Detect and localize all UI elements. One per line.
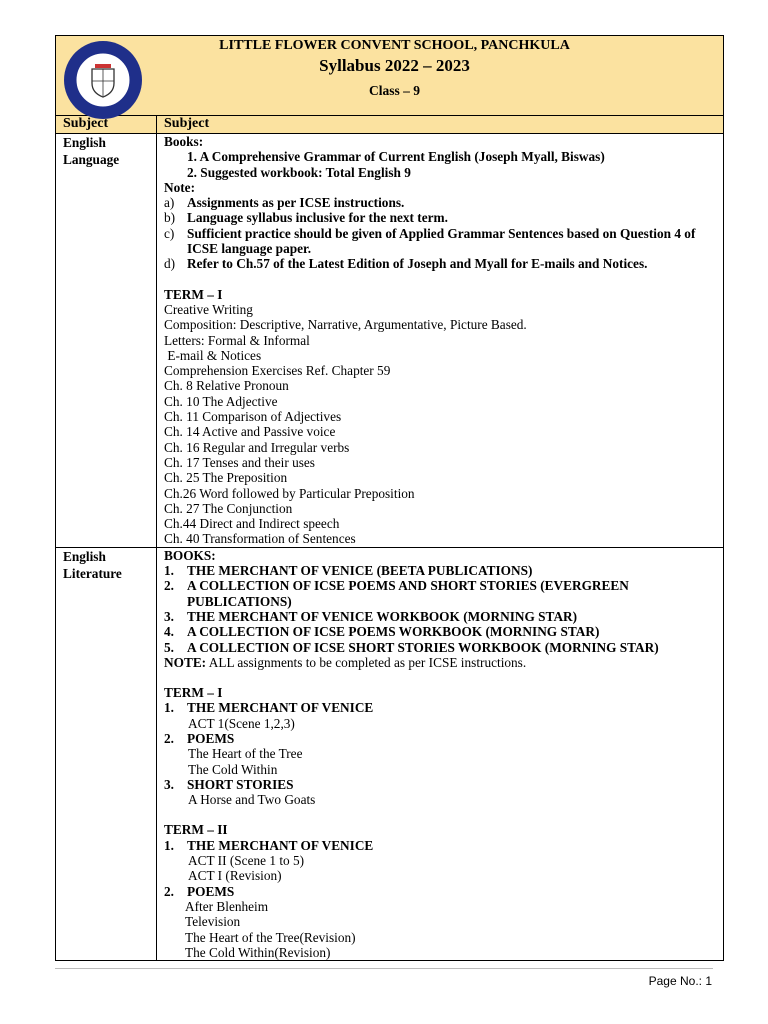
topic-item: Comprehension Exercises Ref. Chapter 59 [164,363,391,379]
english-language-content [157,134,724,548]
subject-line: Literature [63,566,122,582]
book-item: 2. A COLLECTION OF ICSE POEMS AND SHORT STORIES (EVERGREEN PUBLICATIONS) [164,578,629,609]
note-item: b) Language syllabus inclusive for the next term. [164,210,448,226]
class-label: Class – 9 [368,82,420,98]
section-item: The Heart of the Tree [188,746,303,762]
term-label: TERM – I [164,286,223,302]
topic-item: Composition: Descriptive, Narrative, Argumentative, Picture Based. [164,317,527,333]
topic-item: Ch. 10 The Adjective [164,393,278,409]
topic-item: Ch.44 Direct and Indirect speech [164,516,340,532]
section-item: A Horse and Two Goats [188,792,316,808]
topic-item: Ch. 40 Transformation of Sentences [164,531,356,547]
topic-list [164,302,723,547]
footer-divider [55,968,713,969]
syllabus-table [55,35,724,961]
topic-item: Ch.26 Word followed by Particular Preposition [164,485,415,501]
topic-item: Ch. 8 Relative Pronoun [164,378,289,394]
note-label: Note: [164,179,196,195]
books-label: Books: [164,134,204,149]
books-label: BOOKS: [164,547,216,563]
topic-item: Ch. 17 Tenses and their uses [164,454,315,470]
note-item: d) Refer to Ch.57 of the Latest Edition of Joseph and Myall for E-mails and Notices. [164,256,648,272]
section-heading: 1. THE MERCHANT OF VENICE [164,837,374,853]
english-literature-content [157,547,724,960]
note-item: a) Assignments as per ICSE instructions. [164,195,405,211]
section-item: The Cold Within [188,761,278,777]
page-number: Page No.: 1 [648,974,712,988]
subject-english-language [56,134,157,548]
school-logo-icon [62,39,144,121]
section-item: Television [185,914,241,930]
section-heading: 2. POEMS [164,883,235,899]
subject-line: English [63,548,106,564]
topic-item: Ch. 14 Active and Passive voice [164,424,336,440]
section-item: After Blenheim [185,898,269,914]
note-line: NOTE: ALL assignments to be completed as per ICSE instructions. [164,654,527,670]
section-item: The Heart of the Tree(Revision) [185,929,356,945]
book-item: 1. A Comprehensive Grammar of Current English (Joseph Myall, Biswas) [187,149,605,165]
subject-english-literature [56,547,157,960]
note-item: c) Sufficient practice should be given of Applied Grammar Sentences based on Question 4 of ICSE language paper. [164,225,696,257]
section-item: The Cold Within(Revision) [185,944,331,960]
column-header-right: Subject [157,116,724,134]
topic-item: Creative Writing [164,301,253,317]
subject-line: English [63,135,106,150]
syllabus-title: Syllabus 2022 – 2023 [319,56,470,76]
topic-item: Ch. 11 Comparison of Adjectives [164,409,342,425]
term-label: TERM – II [164,822,228,838]
topic-item: Ch. 25 The Preposition [164,470,288,486]
column-header-left: Subject [56,116,157,134]
section-item: ACT 1(Scene 1,2,3) [188,715,295,731]
topic-item: Ch. 16 Regular and Irregular verbs [164,439,350,455]
book-item: 1. THE MERCHANT OF VENICE (BEETA PUBLICATIONS) [164,563,533,579]
school-name: LITTLE FLOWER CONVENT SCHOOL, PANCHKULA [219,38,570,53]
section-heading: 3. SHORT STORIES [164,776,294,792]
term-label: TERM – I [164,685,223,701]
section-heading: 2. POEMS [164,730,235,746]
book-item: 5. A COLLECTION OF ICSE SHORT STORIES WORKBOOK (MORNING STAR) [164,639,659,655]
subject-line: Language [63,152,120,168]
section-heading: 1. THE MERCHANT OF VENICE [164,700,374,716]
book-item: 2. Suggested workbook: Total English 9 [187,164,411,180]
topic-item: E-mail & Notices [164,347,262,363]
topic-item: Letters: Formal & Informal [164,332,310,348]
book-item: 3. THE MERCHANT OF VENICE WORKBOOK (MORNING STAR) [164,608,578,624]
book-item: 4. A COLLECTION OF ICSE POEMS WORKBOOK (MORNING STAR) [164,624,600,640]
topic-item: Ch. 27 The Conjunction [164,500,293,516]
section-item: ACT I (Revision) [188,868,282,884]
section-item: ACT II (Scene 1 to 5) [188,853,305,869]
header-cell [56,36,724,116]
